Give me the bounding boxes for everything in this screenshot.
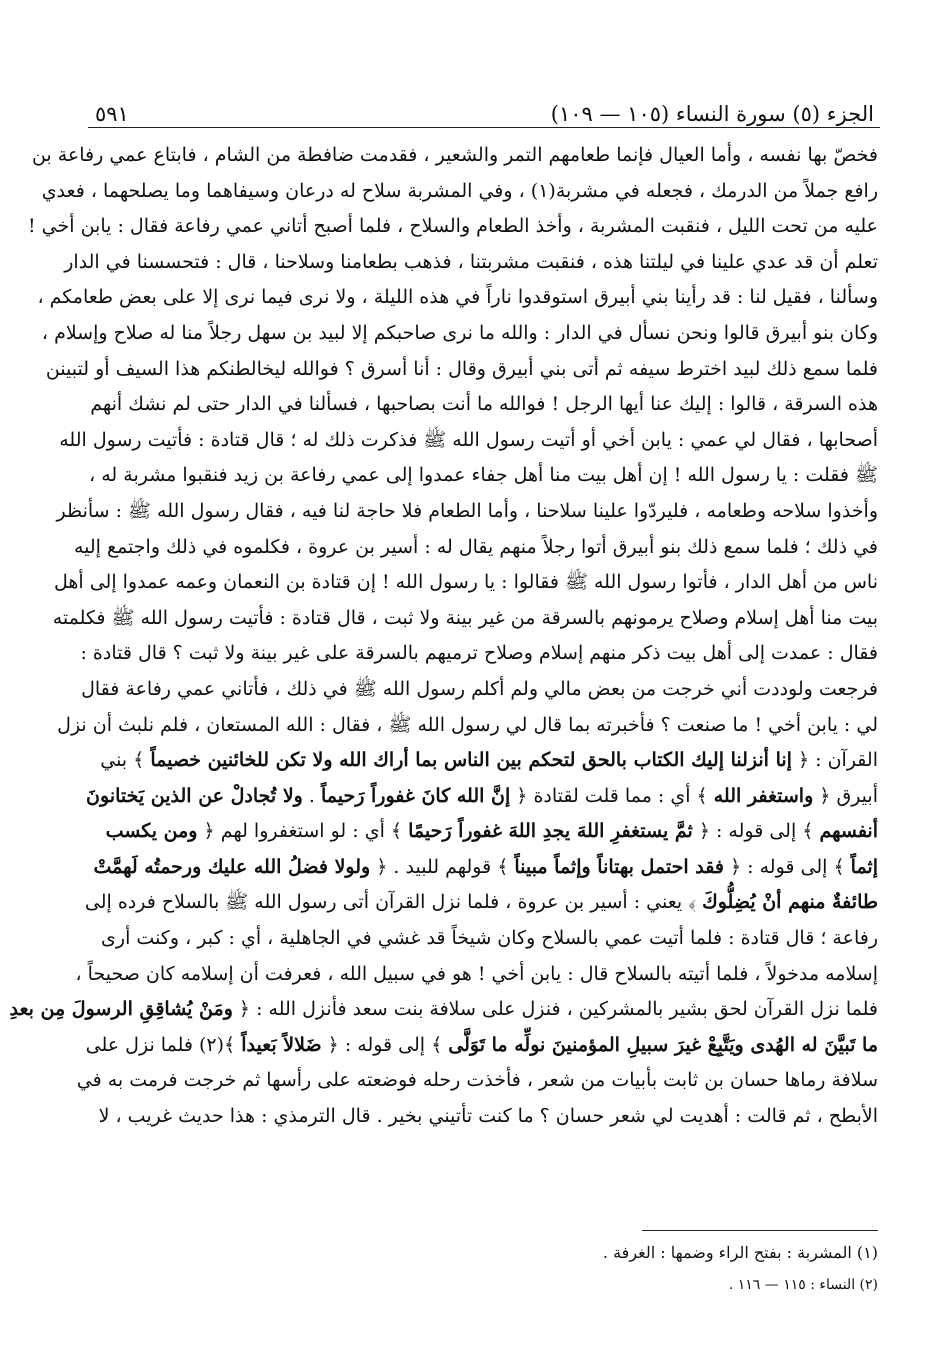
line-text: . [302,784,321,807]
text-line [9,992,878,1028]
line-text: عليه من تحت الليل ، فنقبت المشربة ، وأخذ الطعام والسلاح ، فلما أصبح أتاني عمي رفاعة فقال : يابن أخي ! [28,215,878,238]
text-line [86,850,878,886]
text-line [86,814,878,850]
quran-verse-text: ضَلالاً بَعيداً [241,1033,322,1056]
line-text: تعلم أن قد عدي علينا في ليلتنا هذه ، فنقبت مشربتنا ، فذهب بطعامنا وسلاحنا ، قال : فتحسسنا في الدار [64,250,878,273]
line-text: فلما نزل القرآن لحق بشير بالمشركين ، فنزل على سلافة بنت سعد فأنزل الله : ﴿ [232,998,878,1021]
text-line [80,636,878,672]
quran-verse-text: ولولا فضلُ الله عليك ورحمتُه لَهمَّتْ [93,855,371,878]
line-text: ﴾ إلى قوله : ﴿ [321,1033,449,1056]
footnotes [86,1237,878,1301]
text-line [86,1099,878,1135]
text-line [53,565,878,601]
text-line [52,601,878,637]
text-line [86,921,878,957]
quran-verse-text: إنَّ الله كانَ غفوراً رَحيماً [320,784,511,807]
quran-verse-text: فقد احتمل بهتاناً وإثماً مبيناً [514,855,724,878]
line-text: فقال : عمدت إلى أهل بيت ذكر منهم إسلام وصلاح ترميهم بالسرقة على غير بينة ولا ثبت ؟ قال قتادة : [80,642,878,665]
text-line [86,885,878,921]
line-text: فرجعت ولوددت أني خرجت من بعض مالي ولم أكلم رسول الله ﷺ في ذلك ، فأتاني عمي رفاعة فقال [81,677,878,700]
line-text: رفاعة ؛ قال قتادة : فلما أتيت عمي بالسلاح وكان شيخاً قد غشي في الجاهلية ، أي : كبر ، وكنت أرى [101,927,878,950]
line-text: ﴾ أي : مما قلت لقتادة ﴿ [510,784,714,807]
text-line [86,458,878,494]
quran-verse-text: طائفةٌ منهم أنْ يُضِلُّوكَ [702,891,878,914]
text-line [41,174,878,210]
text-line [81,672,878,708]
footnote-2: (٢) النساء : ١١٥ — ١١٦ . [728,1277,878,1293]
line-text: ﴾ إلى قوله : ﴿ [723,855,851,878]
line-text: فخصّ بها نفسه ، وأما العيال فإنما طعامهم التمر والشعير ، فقدمت ضافطة من الشام ، فابتاع عمي رفاعة بن [31,144,878,166]
text-line [37,280,878,316]
line-text: وكان بنو أبيرق قالوا ونحن نسأل في الدار : والله ما نرى صاحبكم إلا لبيد بن سهل رجلاً منا له صلاح وإسلام ، [41,321,878,344]
line-text: (٢) [198,1033,225,1056]
line-text: أبيرق ﴿ [813,784,878,807]
quran-verse-text: واستغفر الله [713,784,814,807]
page-number: ٥٩١ [95,102,129,126]
line-text: وسألنا ، فقيل لنا : قد رأينا بني أبيرق استوقدوا ناراً في هذه الليلة ، ولا نرى فيما نرى إلا على بعض طعامكم ، [37,286,878,309]
line-text: الأبطح ، ثم قالت : أهديت لي شعر حسان ؟ ما كنت تأتيني بخير . قال الترمذي : هذا حديث غريب ، لا [98,1105,878,1128]
line-text: رافع جملاً من الدرمك ، فجعله في مشربة [555,179,878,202]
line-text: لي : يابن أخي ! ما صنعت ؟ فأخبرته بما قال لي رسول الله ﷺ ، فقال : الله المستعان ، فلم نلبث أن نزل [57,713,878,736]
text-line [56,494,878,530]
text-line [28,209,878,245]
line-text: ﴾ يعني : أسير بن عروة ، فلما نزل القرآن أتى رسول الله ﷺ بالسلاح فرده إلى [84,891,703,914]
line-text: وأخذوا سلاحه وطعامه ، فليردّوا علينا سلاحنا ، وأما الطعام فلا حاجة لنا فيه ، فقال رسول الله ﷺ : سأنظر [56,499,878,522]
text-line [57,708,878,744]
page-header [95,92,874,126]
quran-verse-text: إنا أنزلنا إليك الكتاب بالحق لتحكم بين الناس بما أراك الله ولا تكن للخائنين خصيماً [150,749,792,772]
line-text: فلما سمع ذلك لبيد اخترط سيفه ثم أتى بني أبيرق وقال : أنا أسرق ؟ فوالله ليخالطنكم هذا السيف أو لتبينن [45,357,878,380]
text-line [73,530,878,566]
line-text: القرآن : ﴿ [791,749,878,772]
line-text: ، وفي المشربة سلاح له درعان وسيفاهما وما يصلحهما ، فعدي [41,179,531,202]
text-line [86,387,878,423]
quran-verse-text: ومن يكسب [105,820,198,843]
text-line [76,1063,878,1099]
line-text: في ذلك ؛ فلما سمع ذلك بنو أبيرق أتوا رجلاً منهم يقال له : أسير بن عروة ، فكلموه في ذلك واجتمع إليه [73,535,878,558]
line-text: إسلامه مدخولاً ، فلما أتيته بالسلاح قال : يابن أخي ! هو في سبيل الله ، فعرفت أن إسلامه كان صحيحاً ، [75,962,878,985]
footnote-1: (١) المشربة : بفتح الراء وضمها : الغرفة . [602,1243,878,1262]
line-text: سلافة رماها حسان بن ثابت بأبيات من شعر ، فأخذت رحله فوضعته على رأسها ثم خرجت فرمت به في [76,1069,878,1092]
quran-verse-text: أنفسهم [819,820,878,843]
line-text: ﴾ قولهم للبيد . ﴿ [370,855,515,878]
line-text: بيت منا أهل إسلام وصلاح يرمونهم بالسرقة من غير بينة ولا ثبت ، قال قتادة : فأتيت رسول الله ﷺ فكلمته [52,606,878,629]
text-line [41,316,878,352]
line-text: ﴾ أي : لو استغفروا لهم ﴿ [197,820,409,843]
quran-verse-text: ما تَبيَّنَ له الهُدى ويَتَّبِعْ غيرَ سبيلِ المؤمنينَ نولِّه ما تَوَلَّى [448,1033,878,1056]
text-line [45,352,878,388]
text-line [86,779,878,815]
line-text: ناس من أهل الدار ، فأتوا رسول الله ﷺ فقالوا : يا رسول الله ! إن قتادة بن النعمان وعمه عمدوا إلى أهل [53,571,878,594]
body-text [9,138,878,1135]
footnote-rule [642,1230,878,1231]
text-line [86,743,878,779]
line-text: ﴾ إلى قوله : ﴿ [692,820,820,843]
line-text: ﴾ [224,1033,242,1056]
quran-verse-text: ولا تُجادلْ عن الذين يَختانونَ [86,784,303,807]
text-line [86,1028,878,1064]
line-text: أصحابها ، فقال لي عمي : يابن أخي أو أتيت رسول الله ﷺ فذكرت ذلك له ؛ قال قتادة : فأتيت رسول الله [59,428,878,451]
text-line [31,138,878,174]
line-text: ﴾ بني [100,749,151,772]
quran-verse-text: ومَنْ يُشاقِقِ الرسولَ مِن بعدِ [9,998,233,1021]
line-text: (١) [530,179,556,202]
line-text: هذه السرقة ، قالوا : إليك عنا أيها الرجل ! فوالله ما أنت بصاحبها ، فسألنا في الدار حتى لم نشك أنهم [90,393,878,416]
text-line [75,957,878,993]
quran-verse-text: ثمَّ يستغفرِ اللهَ يجدِ اللهَ غفوراً رَحيمًا [408,820,693,843]
text-line [59,423,878,459]
line-text: ﷺ فقلت : يا رسول الله ! إن أهل بيت منا أهل جفاء عمدوا إلى عمي رفاعة بن زيد فنقبوا مشربة له ، [89,464,878,487]
text-line [64,245,878,281]
running-title: الجزء (٥) سورة النساء (١٠٥ — ١٠٩) [550,102,874,126]
header-rule [88,127,880,128]
quran-verse-text: إثماً [850,855,878,878]
line-text: فلما نزل على [85,1033,199,1056]
